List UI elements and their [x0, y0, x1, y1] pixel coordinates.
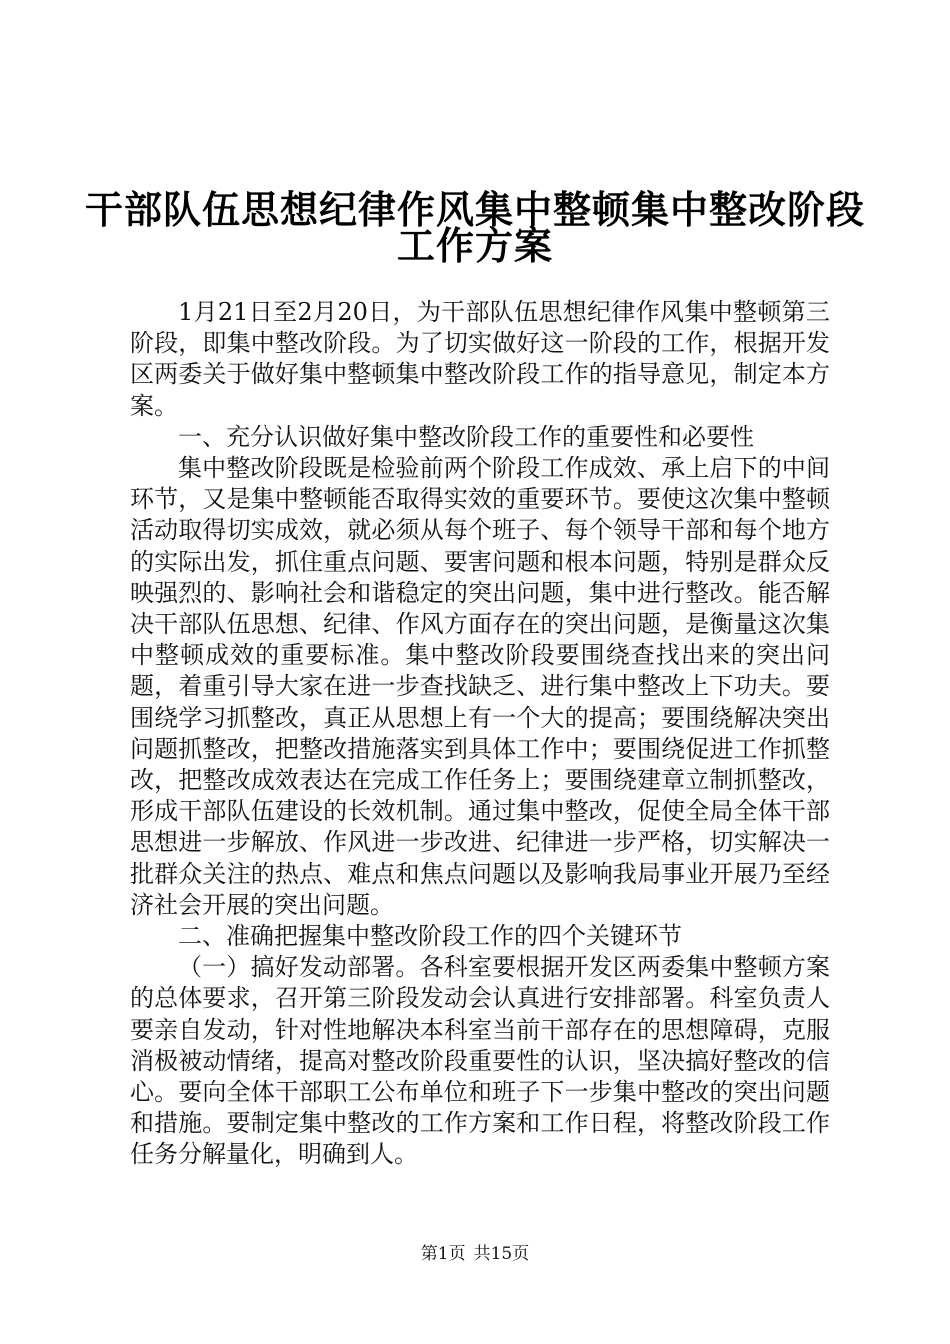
- page-footer: [0, 1243, 950, 1265]
- document-title-line-2: 工作方案: [396, 223, 553, 268]
- page-number: 第1页: [420, 1244, 466, 1264]
- paragraph-section-1: 集中整改阶段既是检验前两个阶段工作成效、承上启下的中间环节，又是集中整顿能否取得实效的重要环节。要使这次集中整顿活动取得切实成效，就必须从每个班子、每个领导干部和每个地方的实际出发，抓住重点问题、要害问题和根本问题，特别是群众反映强烈的、影响社会和谐稳定的突出问题，集中进行整改。能否解决干部队伍思想、纪律、作风方面存在的突出问题，是衡量这次集中整顿成效的重要标准。集中整改阶段要围绕查找出来的突出问题，着重引导大家在进一步查找缺乏、进行集中整改上下功夫。要围绕学习抓整改，真正从思想上有一个大的提高；要围绕解决突出问题抓整改，把整改措施落实到具体工作中；要围绕促进工作抓整改，把整改成效表达在完成工作任务上；要围绕建章立制抓整改，形成干部队伍建设的长效机制。通过集中整改，促使全局全体干部思想进一步解放、作风进一步改进、纪律进一步严格，切实解决一批群众关注的热点、难点和焦点问题以及影响我局事业开展乃至经济社会开展的突出问题。: [130, 454, 830, 919]
- paragraph-intro: 1月21日至2月20日，为干部队伍思想纪律作风集中整顿第三阶段，即集中整改阶段。为了切实做好这一阶段的工作，根据开发区两委关于做好集中整顿集中整改阶段工作的指导意见，制定本方案。: [130, 298, 830, 420]
- paragraph-subsection-1: （一）搞好发动部署。各科室要根据开发区两委集中整顿方案的总体要求，召开第三阶段发动会认真进行安排部署。科室负责人要亲自发动，针对性地解决本科室当前干部存在的思想障碍，克服消极被动情绪，提高对整改阶段重要性的认识，坚决搞好整改的信心。要向全体干部职工公布单位和班子下一步集中整改的突出问题和措施。要制定集中整改的工作方案和工作日程，将整改阶段工作任务分解量化，明确到人。: [130, 953, 830, 1169]
- document-title-line-1: 干部队伍思想纪律作风集中整顿集中整改阶段: [84, 187, 865, 232]
- page-total: 共15页: [473, 1244, 530, 1264]
- section-heading-1: 一、充分认识做好集中整改阶段工作的重要性和必要性: [178, 422, 754, 451]
- document-body: [130, 297, 830, 1171]
- section-heading-2: 二、准确把握集中整改阶段工作的四个关键环节: [178, 922, 682, 951]
